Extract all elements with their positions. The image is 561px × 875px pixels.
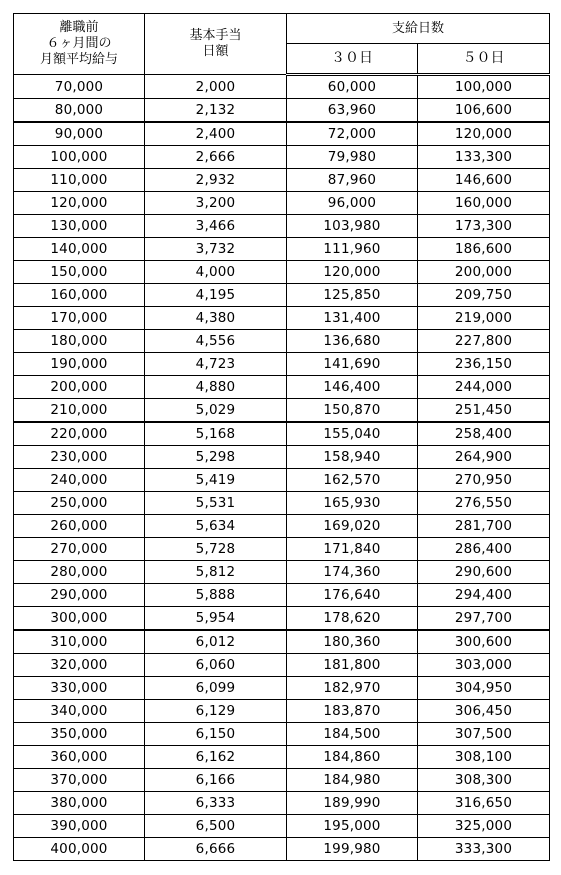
cell-daily-allowance: 5,419 xyxy=(145,469,287,492)
cell-50-days: 264,900 xyxy=(418,446,550,469)
header-salary xyxy=(14,14,145,75)
cell-daily-allowance: 4,380 xyxy=(145,307,287,330)
cell-30-days: 136,680 xyxy=(287,330,418,353)
cell-30-days: 182,970 xyxy=(287,677,418,700)
cell-salary: 400,000 xyxy=(14,838,145,861)
cell-30-days: 79,980 xyxy=(287,146,418,169)
cell-30-days: 131,400 xyxy=(287,307,418,330)
table-row xyxy=(14,353,550,376)
cell-daily-allowance: 2,666 xyxy=(145,146,287,169)
cell-salary: 300,000 xyxy=(14,607,145,631)
cell-daily-allowance: 6,162 xyxy=(145,746,287,769)
cell-daily-allowance: 6,333 xyxy=(145,792,287,815)
cell-daily-allowance: 5,954 xyxy=(145,607,287,631)
cell-daily-allowance: 2,132 xyxy=(145,99,287,123)
cell-daily-allowance: 4,723 xyxy=(145,353,287,376)
cell-30-days: 158,940 xyxy=(287,446,418,469)
cell-50-days: 133,300 xyxy=(418,146,550,169)
table-row xyxy=(14,515,550,538)
cell-30-days: 169,020 xyxy=(287,515,418,538)
cell-50-days: 333,300 xyxy=(418,838,550,861)
cell-30-days: 199,980 xyxy=(287,838,418,861)
cell-50-days: 219,000 xyxy=(418,307,550,330)
table-row xyxy=(14,192,550,215)
table-row xyxy=(14,769,550,792)
cell-salary: 130,000 xyxy=(14,215,145,238)
cell-salary: 270,000 xyxy=(14,538,145,561)
cell-salary: 220,000 xyxy=(14,422,145,446)
table-row xyxy=(14,146,550,169)
cell-salary: 250,000 xyxy=(14,492,145,515)
cell-50-days: 100,000 xyxy=(418,75,550,99)
cell-daily-allowance: 4,556 xyxy=(145,330,287,353)
table-row xyxy=(14,169,550,192)
cell-30-days: 178,620 xyxy=(287,607,418,631)
cell-daily-allowance: 4,880 xyxy=(145,376,287,399)
cell-50-days: 209,750 xyxy=(418,284,550,307)
cell-salary: 390,000 xyxy=(14,815,145,838)
cell-30-days: 72,000 xyxy=(287,122,418,146)
cell-daily-allowance: 5,298 xyxy=(145,446,287,469)
table-row xyxy=(14,422,550,446)
cell-50-days: 270,950 xyxy=(418,469,550,492)
cell-salary: 320,000 xyxy=(14,654,145,677)
cell-daily-allowance: 5,812 xyxy=(145,561,287,584)
table-row xyxy=(14,75,550,99)
cell-50-days: 281,700 xyxy=(418,515,550,538)
cell-salary: 150,000 xyxy=(14,261,145,284)
cell-daily-allowance: 5,531 xyxy=(145,492,287,515)
header-salary-label: 離職前 ６ヶ月間の 月額平均給与 xyxy=(39,20,118,67)
cell-30-days: 150,870 xyxy=(287,399,418,423)
table-row xyxy=(14,677,550,700)
table-row xyxy=(14,99,550,123)
cell-daily-allowance: 2,400 xyxy=(145,122,287,146)
cell-50-days: 306,450 xyxy=(418,700,550,723)
table-row xyxy=(14,815,550,838)
header-50-days: ５０日 xyxy=(418,44,550,75)
cell-50-days: 244,000 xyxy=(418,376,550,399)
cell-30-days: 189,990 xyxy=(287,792,418,815)
cell-50-days: 258,400 xyxy=(418,422,550,446)
cell-daily-allowance: 6,150 xyxy=(145,723,287,746)
cell-salary: 200,000 xyxy=(14,376,145,399)
cell-salary: 380,000 xyxy=(14,792,145,815)
cell-daily-allowance: 5,728 xyxy=(145,538,287,561)
table-row xyxy=(14,700,550,723)
cell-daily-allowance: 4,000 xyxy=(145,261,287,284)
cell-salary: 340,000 xyxy=(14,700,145,723)
cell-30-days: 183,870 xyxy=(287,700,418,723)
cell-50-days: 120,000 xyxy=(418,122,550,146)
cell-30-days: 120,000 xyxy=(287,261,418,284)
cell-30-days: 125,850 xyxy=(287,284,418,307)
cell-salary: 210,000 xyxy=(14,399,145,423)
cell-daily-allowance: 6,666 xyxy=(145,838,287,861)
cell-50-days: 308,100 xyxy=(418,746,550,769)
cell-50-days: 316,650 xyxy=(418,792,550,815)
cell-daily-allowance: 5,888 xyxy=(145,584,287,607)
cell-salary: 290,000 xyxy=(14,584,145,607)
cell-30-days: 176,640 xyxy=(287,584,418,607)
table-row xyxy=(14,238,550,261)
cell-salary: 370,000 xyxy=(14,769,145,792)
cell-daily-allowance: 4,195 xyxy=(145,284,287,307)
cell-salary: 140,000 xyxy=(14,238,145,261)
cell-30-days: 195,000 xyxy=(287,815,418,838)
cell-salary: 330,000 xyxy=(14,677,145,700)
cell-salary: 160,000 xyxy=(14,284,145,307)
cell-salary: 260,000 xyxy=(14,515,145,538)
cell-50-days: 303,000 xyxy=(418,654,550,677)
cell-30-days: 184,500 xyxy=(287,723,418,746)
cell-30-days: 63,960 xyxy=(287,99,418,123)
table-row xyxy=(14,469,550,492)
cell-50-days: 308,300 xyxy=(418,769,550,792)
cell-30-days: 87,960 xyxy=(287,169,418,192)
cell-daily-allowance: 5,634 xyxy=(145,515,287,538)
cell-50-days: 160,000 xyxy=(418,192,550,215)
cell-50-days: 290,600 xyxy=(418,561,550,584)
table-row xyxy=(14,122,550,146)
cell-daily-allowance: 6,166 xyxy=(145,769,287,792)
cell-salary: 230,000 xyxy=(14,446,145,469)
cell-50-days: 173,300 xyxy=(418,215,550,238)
cell-50-days: 106,600 xyxy=(418,99,550,123)
cell-salary: 170,000 xyxy=(14,307,145,330)
cell-daily-allowance: 6,012 xyxy=(145,630,287,654)
cell-30-days: 103,980 xyxy=(287,215,418,238)
cell-salary: 80,000 xyxy=(14,99,145,123)
cell-30-days: 111,960 xyxy=(287,238,418,261)
table-body xyxy=(14,75,550,861)
cell-salary: 100,000 xyxy=(14,146,145,169)
header-30-days: ３０日 xyxy=(287,44,418,75)
table-row xyxy=(14,330,550,353)
cell-30-days: 96,000 xyxy=(287,192,418,215)
cell-salary: 240,000 xyxy=(14,469,145,492)
table-row xyxy=(14,723,550,746)
cell-50-days: 286,400 xyxy=(418,538,550,561)
table-row xyxy=(14,792,550,815)
cell-daily-allowance: 3,466 xyxy=(145,215,287,238)
cell-30-days: 146,400 xyxy=(287,376,418,399)
cell-daily-allowance: 5,168 xyxy=(145,422,287,446)
table-row xyxy=(14,561,550,584)
cell-50-days: 146,600 xyxy=(418,169,550,192)
table-row xyxy=(14,654,550,677)
cell-50-days: 276,550 xyxy=(418,492,550,515)
table-row xyxy=(14,492,550,515)
cell-daily-allowance: 3,200 xyxy=(145,192,287,215)
cell-daily-allowance: 6,099 xyxy=(145,677,287,700)
cell-daily-allowance: 6,060 xyxy=(145,654,287,677)
table-row xyxy=(14,584,550,607)
cell-daily-allowance: 3,732 xyxy=(145,238,287,261)
cell-50-days: 297,700 xyxy=(418,607,550,631)
benefit-table xyxy=(13,13,550,861)
cell-30-days: 184,980 xyxy=(287,769,418,792)
cell-30-days: 181,800 xyxy=(287,654,418,677)
cell-salary: 90,000 xyxy=(14,122,145,146)
cell-30-days: 174,360 xyxy=(287,561,418,584)
table-row xyxy=(14,307,550,330)
cell-salary: 280,000 xyxy=(14,561,145,584)
cell-50-days: 307,500 xyxy=(418,723,550,746)
cell-salary: 310,000 xyxy=(14,630,145,654)
table-row xyxy=(14,284,550,307)
cell-30-days: 184,860 xyxy=(287,746,418,769)
header-daily-label: 基本手当 日額 xyxy=(189,28,242,59)
cell-30-days: 155,040 xyxy=(287,422,418,446)
header-payment-days: 支給日数 xyxy=(287,14,550,44)
cell-50-days: 236,150 xyxy=(418,353,550,376)
cell-salary: 360,000 xyxy=(14,746,145,769)
header-daily-allowance xyxy=(145,14,287,75)
cell-30-days: 180,360 xyxy=(287,630,418,654)
table-row xyxy=(14,838,550,861)
table-row xyxy=(14,376,550,399)
cell-salary: 70,000 xyxy=(14,75,145,99)
cell-50-days: 294,400 xyxy=(418,584,550,607)
table-row xyxy=(14,630,550,654)
cell-daily-allowance: 5,029 xyxy=(145,399,287,423)
table-row xyxy=(14,607,550,631)
cell-50-days: 304,950 xyxy=(418,677,550,700)
cell-50-days: 200,000 xyxy=(418,261,550,284)
cell-salary: 120,000 xyxy=(14,192,145,215)
cell-30-days: 60,000 xyxy=(287,75,418,99)
cell-daily-allowance: 2,000 xyxy=(145,75,287,99)
table-row xyxy=(14,261,550,284)
table-row xyxy=(14,746,550,769)
cell-50-days: 325,000 xyxy=(418,815,550,838)
cell-daily-allowance: 6,500 xyxy=(145,815,287,838)
cell-50-days: 251,450 xyxy=(418,399,550,423)
cell-30-days: 141,690 xyxy=(287,353,418,376)
table-row xyxy=(14,215,550,238)
cell-salary: 180,000 xyxy=(14,330,145,353)
cell-daily-allowance: 6,129 xyxy=(145,700,287,723)
cell-30-days: 171,840 xyxy=(287,538,418,561)
table-row xyxy=(14,446,550,469)
cell-50-days: 300,600 xyxy=(418,630,550,654)
cell-daily-allowance: 2,932 xyxy=(145,169,287,192)
cell-salary: 110,000 xyxy=(14,169,145,192)
cell-50-days: 186,600 xyxy=(418,238,550,261)
cell-30-days: 165,930 xyxy=(287,492,418,515)
cell-30-days: 162,570 xyxy=(287,469,418,492)
cell-salary: 190,000 xyxy=(14,353,145,376)
cell-50-days: 227,800 xyxy=(418,330,550,353)
table-row xyxy=(14,399,550,423)
table-row xyxy=(14,538,550,561)
cell-salary: 350,000 xyxy=(14,723,145,746)
